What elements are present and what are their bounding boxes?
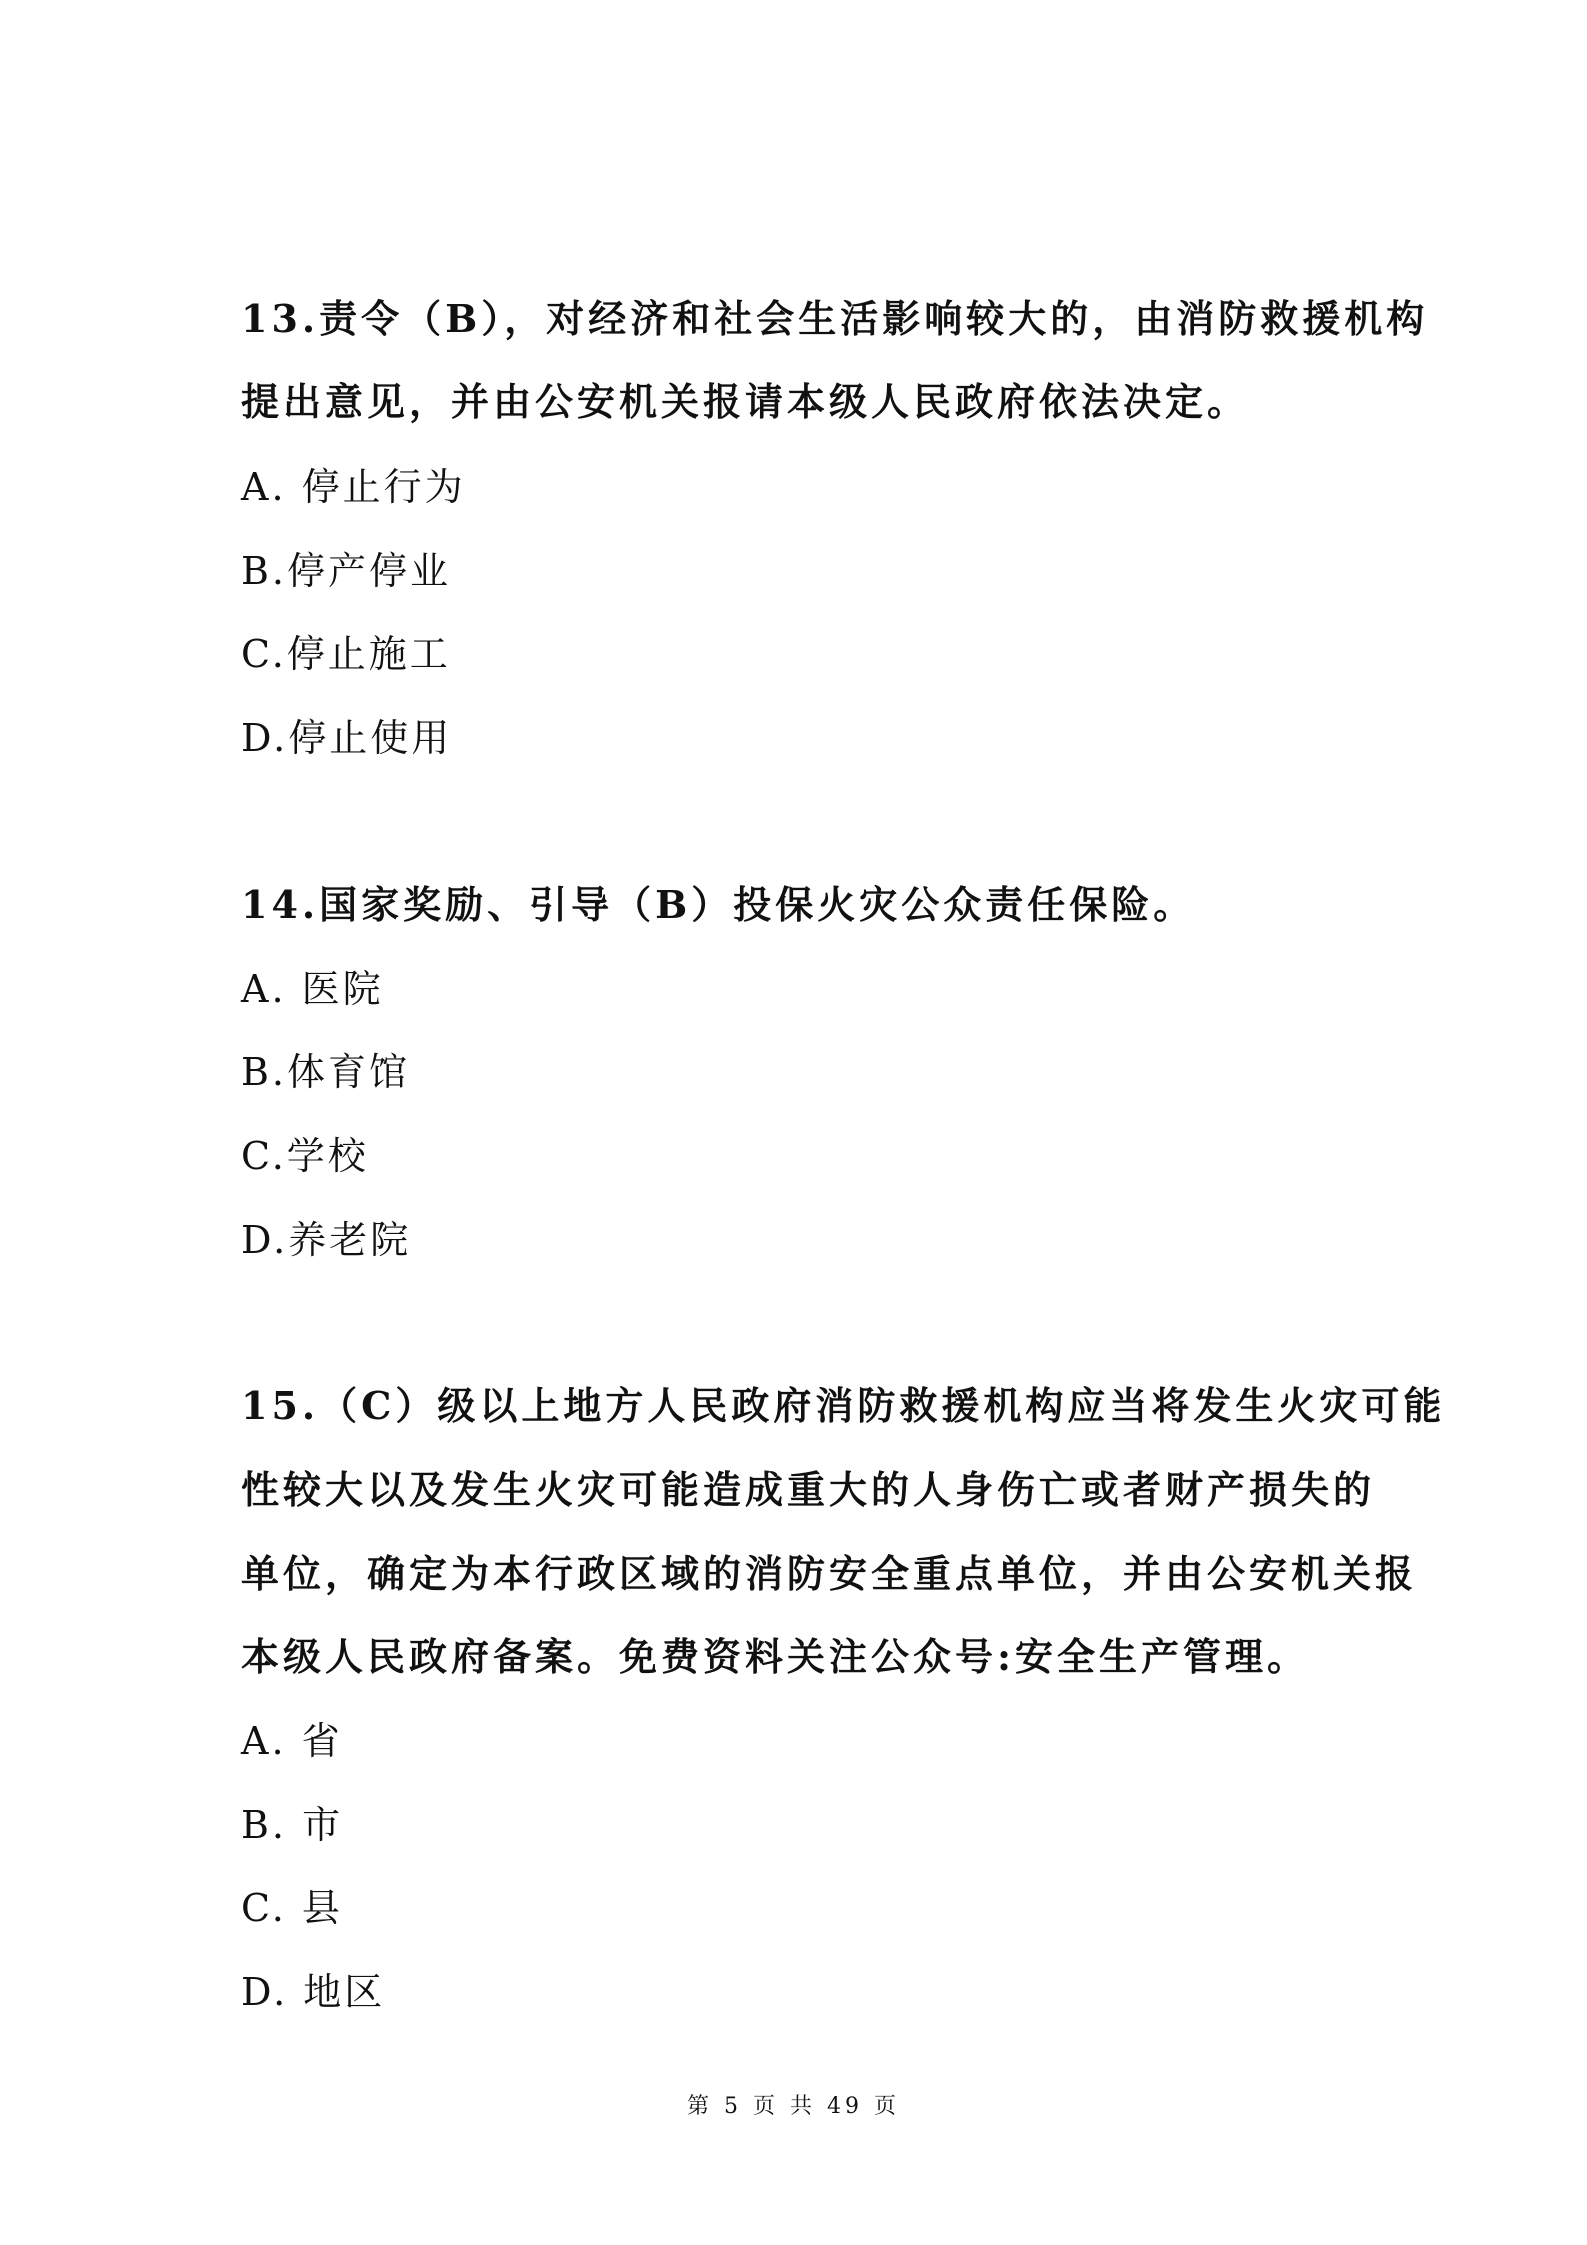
question-14-stem-line-1: 14.国家奖励、引导（B）投保火灾公众责任保险。 bbox=[241, 882, 1196, 927]
question-15-stem-line-1: 15.（C）级以上地方人民政府消防救援机构应当将发生火灾可能 bbox=[241, 1383, 1446, 1428]
question-15-option-a: A. 省 bbox=[241, 1719, 343, 1763]
question-13-stem-line-1: 13.责令（B），对经济和社会生活影响较大的，由消防救援机构 bbox=[241, 296, 1429, 341]
question-15-stem-line-2: 性较大以及发生火灾可能造成重大的人身伤亡或者财产损失的 bbox=[241, 1467, 1376, 1512]
question-14-option-c: C.学校 bbox=[241, 1134, 369, 1178]
question-15-stem-line-3: 单位，确定为本行政区域的消防安全重点单位，并由公安机关报 bbox=[241, 1551, 1418, 1596]
question-15-option-d: D. 地区 bbox=[241, 1970, 386, 2014]
question-13-option-b: B.停产停业 bbox=[241, 549, 452, 593]
page-footer: 第 5 页 共 49 页 bbox=[687, 2094, 900, 2119]
question-14-option-a: A. 医院 bbox=[241, 967, 384, 1011]
question-15-option-b: B. 市 bbox=[241, 1803, 344, 1847]
question-13-stem-line-2: 提出意见，并由公安机关报请本级人民政府依法决定。 bbox=[241, 379, 1250, 424]
question-14-option-b: B.体育馆 bbox=[241, 1050, 411, 1094]
question-14-option-d: D.养老院 bbox=[241, 1218, 412, 1262]
question-13-option-c: C.停止施工 bbox=[241, 632, 451, 676]
question-13-option-a: A. 停止行为 bbox=[241, 465, 466, 509]
question-13-option-d: D.停止使用 bbox=[241, 716, 453, 760]
question-15-option-c: C. 县 bbox=[241, 1886, 343, 1930]
question-15-stem-line-4: 本级人民政府备案。免费资料关注公众号:安全生产管理。 bbox=[241, 1634, 1310, 1679]
